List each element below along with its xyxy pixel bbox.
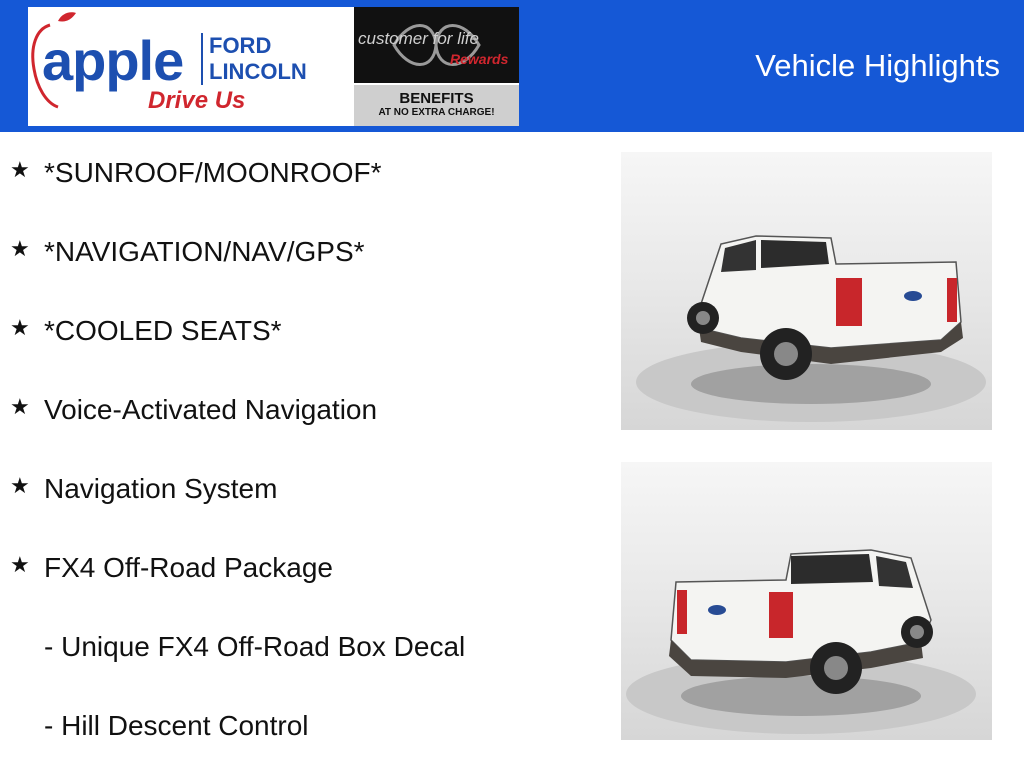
dealer-name: apple xyxy=(42,29,184,92)
logo-divider xyxy=(201,33,203,85)
star-icon: ★ xyxy=(10,315,30,340)
highlight-text: - Unique FX4 Off-Road Box Decal xyxy=(44,631,466,662)
dealer-brands: FORD LINCOLN xyxy=(209,33,307,84)
cfl-benefits-sub: AT NO EXTRA CHARGE! xyxy=(378,107,495,118)
cfl-benefits: BENEFITS xyxy=(399,90,474,107)
customer-for-life-logo[interactable] xyxy=(354,7,519,126)
star-icon: ★ xyxy=(10,157,30,182)
star-icon: ★ xyxy=(10,473,30,498)
page-title: Vehicle Highlights xyxy=(755,48,1000,83)
truck-photo xyxy=(621,152,992,430)
highlight-text: *COOLED SEATS* xyxy=(44,315,282,346)
cfl-rewards: Rewards xyxy=(450,51,509,67)
highlight-text: *SUNROOF/MOONROOF* xyxy=(44,157,382,188)
header-bar xyxy=(0,0,1024,132)
vehicle-photo-rear-left[interactable] xyxy=(621,152,992,430)
highlight-text: *NAVIGATION/NAV/GPS* xyxy=(44,236,365,267)
highlight-text: Navigation System xyxy=(44,473,278,504)
truck-photo xyxy=(621,462,992,740)
highlight-text: FX4 Off-Road Package xyxy=(44,552,333,583)
vehicle-photo-rear-right[interactable] xyxy=(621,462,992,740)
dealer-tagline: Drive Us xyxy=(148,87,246,114)
cfl-benefits-box xyxy=(354,85,519,126)
star-icon: ★ xyxy=(10,552,30,577)
highlight-text: - Hill Descent Control xyxy=(44,710,309,741)
highlight-text: Voice-Activated Navigation xyxy=(44,394,378,425)
cfl-program-name: customer for life xyxy=(358,29,479,48)
dealer-logo[interactable] xyxy=(28,7,354,126)
star-icon: ★ xyxy=(10,394,30,419)
star-icon: ★ xyxy=(10,236,30,261)
cfl-banner xyxy=(354,7,519,83)
